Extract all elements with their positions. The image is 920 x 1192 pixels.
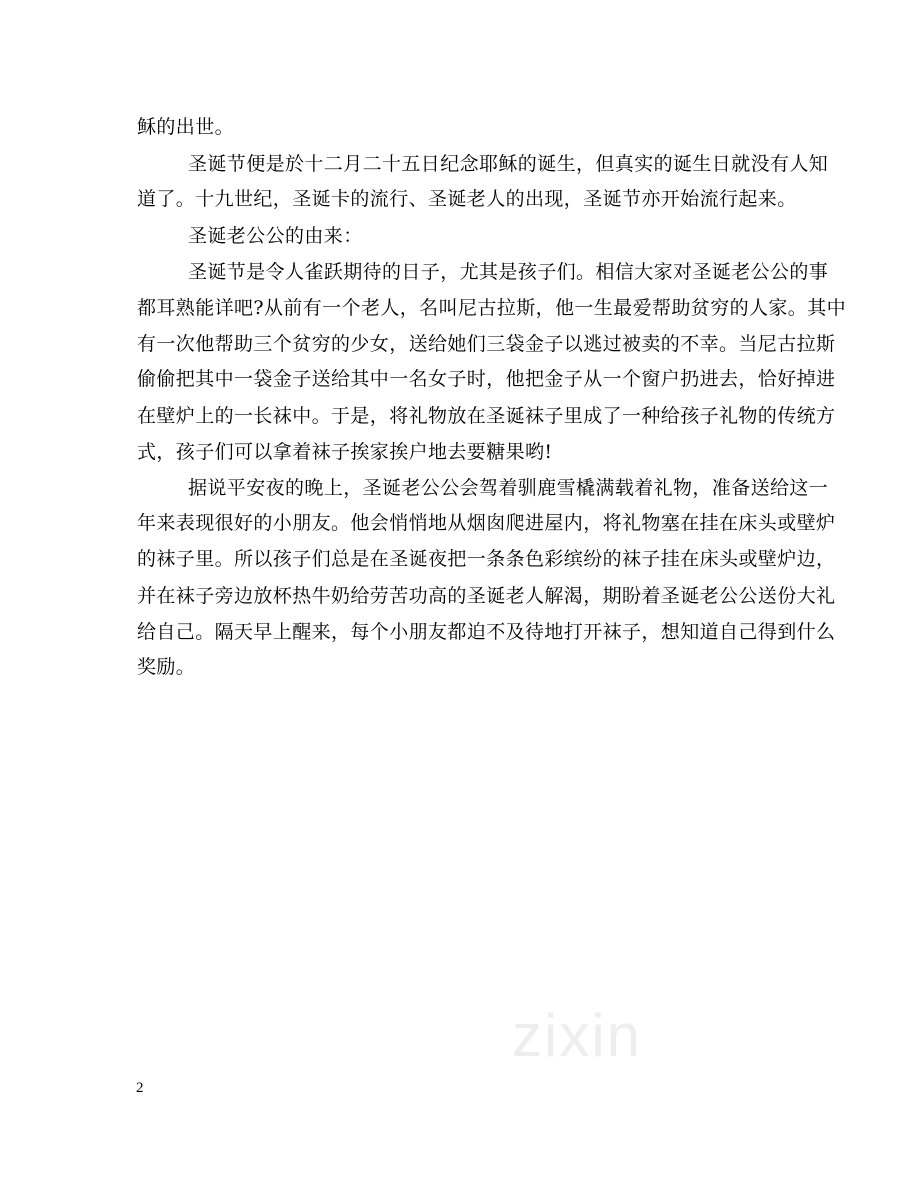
text-line: 据说平安夜的晚上，圣诞老公公会驾着驯鹿雪橇满载着礼物，准备送给这一 bbox=[188, 477, 829, 499]
watermark: zixin bbox=[512, 1002, 643, 1069]
text-line: 的袜子里。所以孩子们总是在圣诞夜把一条条色彩缤纷的袜子挂在床头或壁炉边， bbox=[137, 548, 836, 570]
text-line: 年来表现很好的小朋友。他会悄悄地从烟囱爬进屋内，将礼物塞在挂在床头或壁炉 bbox=[137, 512, 836, 534]
text-line: 奖励。 bbox=[137, 656, 196, 678]
text-line: 在壁炉上的一长袜中。于是，将礼物放在圣诞袜子里成了一种给孩子礼物的传统方 bbox=[137, 405, 836, 427]
page-number: 2 bbox=[136, 1080, 144, 1096]
text-line: 都耳熟能详吧?从前有一个老人，名叫尼古拉斯，他一生最爱帮助贫穷的人家。其中 bbox=[137, 297, 846, 319]
section-heading: 圣诞老公公的由来： bbox=[188, 225, 363, 247]
text-line: 道了。十九世纪，圣诞卡的流行、圣诞老人的出现，圣诞节亦开始流行起来。 bbox=[137, 188, 797, 210]
text-line: 并在袜子旁边放杯热牛奶给劳苦功高的圣诞老人解渴，期盼着圣诞老公公送份大礼 bbox=[137, 585, 836, 607]
text-line: 圣诞节便是於十二月二十五日纪念耶稣的诞生，但真实的诞生日就没有人知 bbox=[188, 153, 829, 175]
text-line: 式，孩子们可以拿着袜子挨家挨户地去要糖果哟! bbox=[137, 441, 553, 463]
text-line: 给自己。隔天早上醒来，每个小朋友都迫不及待地打开袜子，想知道自己得到什么 bbox=[137, 621, 836, 643]
text-line: 有一次他帮助三个贫穷的少女，送给她们三袋金子以逃过被卖的不幸。当尼古拉斯 bbox=[137, 333, 836, 355]
text-line: 偷偷把其中一袋金子送给其中一名女子时，他把金子从一个窗户扔进去，恰好掉进 bbox=[137, 368, 836, 390]
text-line: 圣诞节是令人雀跃期待的日子，尤其是孩子们。相信大家对圣诞老公公的事 bbox=[188, 261, 829, 283]
text-line: 稣的出世。 bbox=[137, 116, 235, 138]
